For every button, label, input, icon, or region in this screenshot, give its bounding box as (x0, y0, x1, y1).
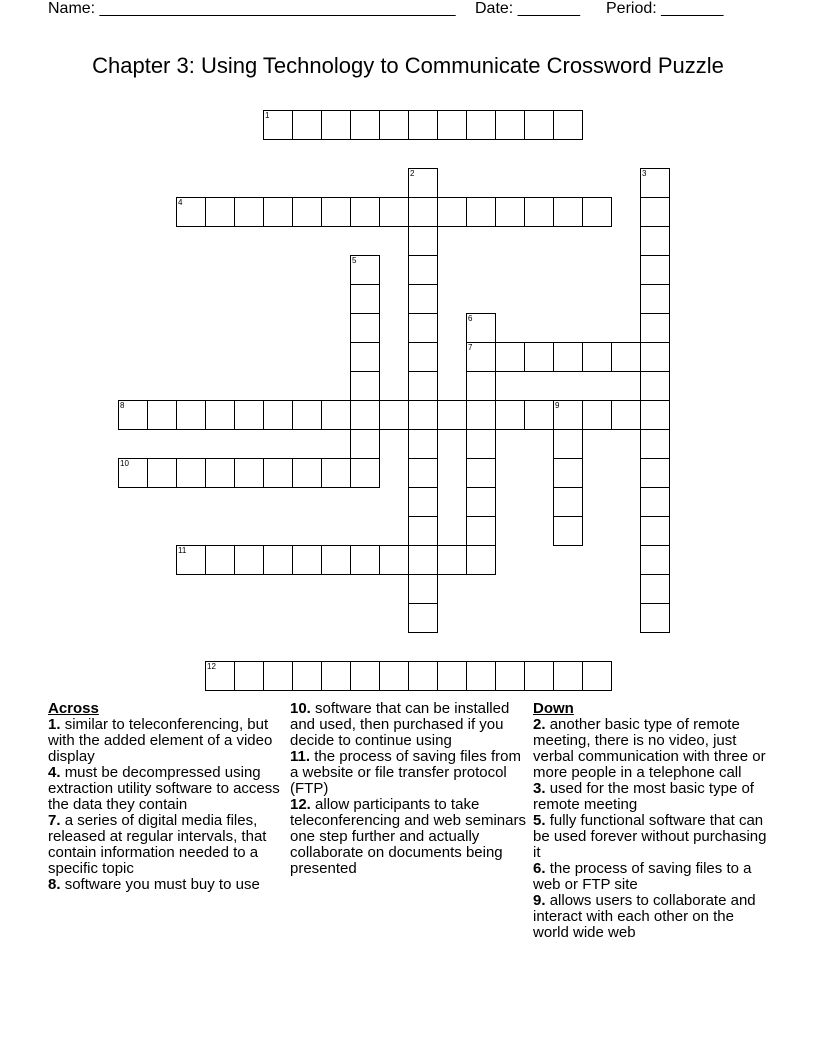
crossword-cell[interactable] (176, 458, 206, 488)
crossword-cell[interactable] (379, 400, 409, 430)
crossword-cell[interactable] (466, 429, 496, 459)
across-clue: 10. software that can be installed and used, then purchased if you decide to continue using (290, 700, 510, 749)
crossword-cell[interactable] (321, 110, 351, 140)
crossword-cell[interactable] (582, 197, 612, 227)
crossword-cell[interactable] (640, 255, 670, 285)
crossword-cell[interactable] (408, 197, 438, 227)
clue-number: 8 (120, 401, 125, 410)
down-clues-column (533, 701, 769, 941)
crossword-cell[interactable] (640, 545, 670, 575)
crossword-cell[interactable] (408, 429, 438, 459)
clue-number: 1 (265, 111, 270, 120)
down-clue: 3. used for the most basic type of remote meeting (533, 780, 754, 813)
crossword-cell[interactable] (553, 400, 583, 430)
date-field[interactable]: Date: _______ (475, 0, 580, 17)
crossword-cell[interactable] (582, 661, 612, 691)
crossword-cell[interactable] (466, 516, 496, 546)
crossword-cell[interactable] (640, 168, 670, 198)
crossword-cell[interactable] (437, 400, 467, 430)
crossword-cell[interactable] (292, 545, 322, 575)
crossword-cell[interactable] (176, 197, 206, 227)
crossword-cell[interactable] (495, 197, 525, 227)
down-clue: 9. allows users to collaborate and interact with each other on the world wide web (533, 892, 756, 941)
crossword-cell[interactable] (292, 197, 322, 227)
crossword-cell[interactable] (553, 197, 583, 227)
crossword-cell[interactable] (263, 400, 293, 430)
crossword-cell[interactable] (234, 545, 264, 575)
crossword-cell[interactable] (321, 458, 351, 488)
crossword-cell[interactable] (408, 516, 438, 546)
crossword-cell[interactable] (640, 458, 670, 488)
crossword-cell[interactable] (350, 197, 380, 227)
crossword-cell[interactable] (408, 284, 438, 314)
crossword-cell[interactable] (408, 226, 438, 256)
crossword-cell[interactable] (234, 400, 264, 430)
crossword-cell[interactable] (466, 487, 496, 517)
crossword-cell[interactable] (118, 458, 148, 488)
crossword-cell[interactable] (553, 487, 583, 517)
crossword-cell[interactable] (263, 458, 293, 488)
crossword-cell[interactable] (640, 603, 670, 633)
crossword-cell[interactable] (408, 458, 438, 488)
crossword-cell[interactable] (408, 168, 438, 198)
crossword-cell[interactable] (234, 197, 264, 227)
crossword-cell[interactable] (495, 400, 525, 430)
crossword-cell[interactable] (263, 661, 293, 691)
period-field[interactable]: Period: _______ (606, 0, 724, 17)
across-clue: 12. allow participants to take teleconferencing and web seminars one step further and actually collaborate on documents being presented (290, 796, 526, 877)
crossword-cell[interactable] (408, 487, 438, 517)
crossword-cell[interactable] (147, 458, 177, 488)
crossword-cell[interactable] (524, 197, 554, 227)
crossword-cell[interactable] (437, 110, 467, 140)
crossword-cell[interactable] (640, 197, 670, 227)
crossword-cell[interactable] (263, 110, 293, 140)
crossword-cell[interactable] (292, 400, 322, 430)
clue-number: 11 (178, 546, 187, 555)
crossword-cell[interactable] (408, 400, 438, 430)
clue-number: 4 (178, 198, 183, 207)
crossword-cell[interactable] (553, 342, 583, 372)
crossword-cell[interactable] (379, 661, 409, 691)
clue-number: 6 (468, 314, 473, 323)
crossword-cell[interactable] (611, 400, 641, 430)
crossword-cell[interactable] (408, 342, 438, 372)
crossword-cell[interactable] (582, 400, 612, 430)
crossword-cell[interactable] (321, 661, 351, 691)
clue-number: 2 (410, 169, 415, 178)
crossword-cell[interactable] (466, 110, 496, 140)
crossword-cell[interactable] (437, 545, 467, 575)
crossword-cell[interactable] (408, 603, 438, 633)
clue-number: 5 (352, 256, 357, 265)
clue-number: 7 (468, 343, 473, 352)
crossword-cell[interactable] (408, 313, 438, 343)
crossword-cell[interactable] (466, 545, 496, 575)
crossword-cell[interactable] (495, 110, 525, 140)
crossword-cell[interactable] (234, 661, 264, 691)
crossword-cell[interactable] (640, 313, 670, 343)
crossword-cell[interactable] (408, 255, 438, 285)
crossword-cell[interactable] (263, 545, 293, 575)
across-clue: 7. a series of digital media files, released at regular intervals, that contain information needed to a specific topic (48, 812, 267, 877)
crossword-cell[interactable] (640, 226, 670, 256)
crossword-cell[interactable] (350, 545, 380, 575)
crossword-cell[interactable] (350, 400, 380, 430)
crossword-cell[interactable] (640, 400, 670, 430)
crossword-cell[interactable] (205, 197, 235, 227)
crossword-cell[interactable] (350, 342, 380, 372)
crossword-cell[interactable] (292, 458, 322, 488)
crossword-cell[interactable] (176, 545, 206, 575)
crossword-cell[interactable] (640, 342, 670, 372)
clue-number: 12 (207, 662, 216, 671)
crossword-cell[interactable] (466, 197, 496, 227)
crossword-cell[interactable] (466, 458, 496, 488)
crossword-cell[interactable] (379, 197, 409, 227)
crossword-cell[interactable] (640, 371, 670, 401)
clue-number: 9 (555, 401, 560, 410)
crossword-cell[interactable] (495, 661, 525, 691)
down-heading: Down (533, 700, 574, 717)
crossword-cell[interactable] (524, 661, 554, 691)
crossword-cell[interactable] (205, 545, 235, 575)
crossword-cell[interactable] (466, 371, 496, 401)
crossword-cell[interactable] (408, 545, 438, 575)
crossword-cell[interactable] (640, 487, 670, 517)
clue-number: 10 (120, 459, 129, 468)
name-field[interactable]: Name: ________________________________________ (48, 0, 456, 17)
across-clue: 4. must be decompressed using extraction utility software to access the data they contain (48, 764, 280, 813)
crossword-cell[interactable] (553, 429, 583, 459)
crossword-cell[interactable] (350, 110, 380, 140)
crossword-cell[interactable] (292, 110, 322, 140)
crossword-cell[interactable] (205, 661, 235, 691)
crossword-cell[interactable] (379, 110, 409, 140)
crossword-cell[interactable] (524, 342, 554, 372)
crossword-cell[interactable] (408, 574, 438, 604)
crossword-cell[interactable] (350, 429, 380, 459)
crossword-cell[interactable] (205, 458, 235, 488)
down-clue: 6. the process of saving files to a web or FTP site (533, 860, 752, 893)
crossword-cell[interactable] (350, 371, 380, 401)
crossword-cell[interactable] (640, 516, 670, 546)
crossword-cell[interactable] (350, 313, 380, 343)
crossword-cell[interactable] (524, 400, 554, 430)
crossword-cell[interactable] (640, 284, 670, 314)
crossword-cell[interactable] (466, 400, 496, 430)
crossword-cell[interactable] (379, 545, 409, 575)
crossword-cell[interactable] (553, 110, 583, 140)
across-heading: Across (48, 700, 99, 717)
crossword-cell[interactable] (466, 661, 496, 691)
crossword-cell[interactable] (292, 661, 322, 691)
crossword-cell[interactable] (350, 255, 380, 285)
crossword-cell[interactable] (437, 661, 467, 691)
across-clue: 11. the process of saving files from a website or file transfer protocol (FTP) (290, 748, 521, 797)
crossword-cell[interactable] (408, 371, 438, 401)
crossword-cell[interactable] (321, 400, 351, 430)
crossword-cell[interactable] (466, 313, 496, 343)
crossword-cell[interactable] (408, 110, 438, 140)
down-clue: 5. fully functional software that can be used forever without purchasing it (533, 812, 767, 861)
crossword-cell[interactable] (408, 661, 438, 691)
crossword-cell[interactable] (582, 342, 612, 372)
down-clue: 2. another basic type of remote meeting, there is no video, just verbal communication with three or more people in a telephone call (533, 716, 766, 781)
across-clues-column (48, 701, 284, 893)
crossword-cell[interactable] (263, 197, 293, 227)
across-clue: 8. software you must buy to use (48, 876, 260, 893)
crossword-cell[interactable] (553, 661, 583, 691)
crossword-cell[interactable] (553, 458, 583, 488)
crossword-cell[interactable] (350, 661, 380, 691)
across-clues-column-2 (290, 701, 526, 877)
crossword-cell[interactable] (495, 342, 525, 372)
clue-number: 3 (642, 169, 647, 178)
crossword-cell[interactable] (350, 458, 380, 488)
crossword-cell[interactable] (437, 197, 467, 227)
across-clue: 1. similar to teleconferencing, but with the added element of a video display (48, 716, 273, 765)
crossword-cell[interactable] (321, 197, 351, 227)
crossword-cell[interactable] (234, 458, 264, 488)
crossword-cell[interactable] (205, 400, 235, 430)
crossword-cell[interactable] (321, 545, 351, 575)
crossword-cell[interactable] (640, 429, 670, 459)
page-title: Chapter 3: Using Technology to Communicate Crossword Puzzle (92, 53, 724, 78)
crossword-cell[interactable] (466, 342, 496, 372)
crossword-cell[interactable] (524, 110, 554, 140)
crossword-cell[interactable] (147, 400, 177, 430)
crossword-cell[interactable] (176, 400, 206, 430)
crossword-cell[interactable] (553, 516, 583, 546)
crossword-cell[interactable] (640, 574, 670, 604)
crossword-cell[interactable] (611, 342, 641, 372)
crossword-cell[interactable] (118, 400, 148, 430)
crossword-cell[interactable] (350, 284, 380, 314)
